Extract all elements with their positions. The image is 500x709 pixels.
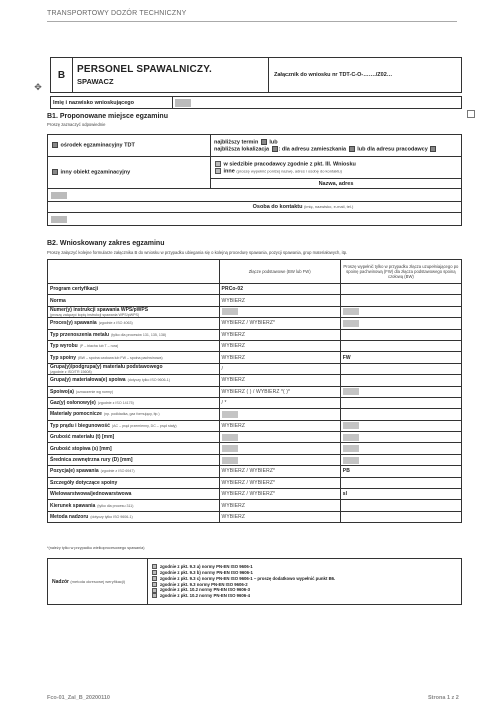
scope-value-text[interactable]: / * xyxy=(221,400,227,407)
scope-label-note: (oznaczenie wg normy) xyxy=(75,389,114,394)
supervision-checkbox[interactable] xyxy=(152,570,157,575)
scope-value-text[interactable]: WYBIERZ xyxy=(221,354,246,361)
scope-value-butt[interactable] xyxy=(219,306,340,317)
scope-value-text[interactable]: WYBIERZ xyxy=(221,377,246,384)
scope-input[interactable] xyxy=(222,457,238,464)
scope-value-butt[interactable] xyxy=(219,511,340,522)
scope-value-text[interactable]: WYBIERZ xyxy=(221,422,246,429)
section-title: PERSONEL SPAWALNICZY. xyxy=(77,64,212,75)
footer-page: Strona 1 z 2 xyxy=(428,695,459,701)
scope-value-butt[interactable] xyxy=(219,489,340,500)
scope-value-text[interactable]: WYBIERZ xyxy=(221,502,246,509)
section-title-cell xyxy=(73,58,269,93)
other-center-option xyxy=(48,157,211,189)
scope-value-butt[interactable] xyxy=(219,500,340,511)
scope-input[interactable] xyxy=(343,422,359,429)
scope-value-butt[interactable] xyxy=(219,454,340,465)
scope-label-text: Pozycja(e) spawania xyxy=(50,468,99,475)
scope-value-text[interactable]: WYBIERZ / WYBIERZ* xyxy=(221,468,276,475)
other-center-details xyxy=(211,157,462,179)
scope-value-butt[interactable] xyxy=(219,432,340,443)
scope-value-text[interactable]: WYBIERZ / WYBIERZ* xyxy=(221,320,276,327)
scope-value-fillet[interactable] xyxy=(340,284,461,295)
scope-row-label xyxy=(48,409,220,420)
scope-row-label xyxy=(48,420,220,431)
scope-label-text: Typ wyrobu xyxy=(50,343,78,350)
contact-header xyxy=(48,202,462,213)
scope-value-fillet[interactable] xyxy=(340,295,461,306)
scope-row-label xyxy=(48,500,220,511)
scope-value-butt[interactable] xyxy=(219,420,340,431)
supervision-option-label: zgodnie z pkt. 9.3 a) normy PN-EN ISO 9606-1 xyxy=(160,564,253,570)
scope-value-fillet[interactable] xyxy=(340,432,461,443)
scope-row xyxy=(48,375,462,386)
scope-label-text: Szczegóły dotyczące spoiny xyxy=(50,479,118,486)
scope-value-butt[interactable] xyxy=(219,477,340,488)
scope-value-fillet[interactable] xyxy=(340,318,461,329)
supervision-checkbox[interactable] xyxy=(152,588,157,593)
scope-input[interactable] xyxy=(343,434,359,441)
scope-label-note: (zgodnie z ISO 6947) xyxy=(100,469,135,474)
scope-head-blank xyxy=(48,260,220,284)
supervision-checkbox[interactable] xyxy=(152,593,157,598)
scope-input[interactable] xyxy=(343,308,359,315)
scope-value-fillet[interactable] xyxy=(340,352,461,363)
scope-label-text: Numer(y) instrukcji spawania WPS/pWPS xyxy=(50,306,149,313)
other-note: (proszę wypełnić poniżej nazwę, adres i osobę do kontaktu) xyxy=(236,167,342,173)
scope-row xyxy=(48,443,462,454)
contact-note: (imię, nazwisko, e-mail, tel.) xyxy=(304,204,354,209)
scope-row-label xyxy=(48,363,220,374)
nearest-date-checkbox[interactable] xyxy=(261,139,267,145)
scope-label-note: (dotyczy tylko ISO 9606-1) xyxy=(90,515,133,519)
exam-location-table xyxy=(47,134,462,226)
employer-seat-checkbox[interactable] xyxy=(215,161,221,167)
scope-value-butt[interactable] xyxy=(219,318,340,329)
scope-label-note: (tylko dla procesów 131, 135, 138) xyxy=(111,332,167,337)
supervision-option-label: zgodnie z pkt. 10.2 normy PN-EN ISO 9606-3 xyxy=(160,587,251,593)
scope-label-text: Grubość materiału (t) [mm] xyxy=(50,434,115,441)
scope-value-fillet[interactable] xyxy=(340,375,461,386)
b1-heading: B1. Proponowane miejsce egzaminu xyxy=(47,113,168,120)
scope-value-fillet[interactable] xyxy=(340,454,461,465)
name-address-header xyxy=(211,179,462,189)
scope-row-label xyxy=(48,432,220,443)
scope-row-label xyxy=(48,443,220,454)
scope-value-butt[interactable] xyxy=(219,397,340,408)
scope-value-butt[interactable] xyxy=(219,329,340,340)
supervision-option-label: zgodnie z pkt. 9.3 c) normy PN-EN ISO 9606-1 – proszę dodatkowo wypełnić punkt B6. xyxy=(160,575,336,581)
scope-row-label xyxy=(48,352,220,363)
scope-label-note: (np. podkładka, gaz formujący, itp.) xyxy=(103,412,160,417)
scope-value-fillet[interactable] xyxy=(340,489,461,500)
scope-row-label xyxy=(48,454,220,465)
scope-row xyxy=(48,477,462,488)
scope-row xyxy=(48,432,462,443)
scope-value-text[interactable]: WYBIERZ xyxy=(221,514,246,520)
scope-value-fillet[interactable] xyxy=(340,306,461,317)
scope-value-butt[interactable] xyxy=(219,466,340,477)
scope-row-label xyxy=(48,284,220,295)
scope-row xyxy=(48,318,462,329)
scope-input[interactable] xyxy=(343,445,359,452)
contact-field xyxy=(48,213,462,226)
scope-value-butt[interactable] xyxy=(219,409,340,420)
scope-table xyxy=(47,259,462,523)
scope-row xyxy=(48,454,462,465)
scope-row-label xyxy=(48,511,220,522)
scope-input[interactable] xyxy=(222,308,238,315)
scope-value-text[interactable]: WYBIERZ / WYBIERZ* xyxy=(221,491,276,498)
scope-row xyxy=(48,329,462,340)
section-subtitle: SPAWACZ xyxy=(77,77,114,86)
scope-value-fillet[interactable] xyxy=(340,340,461,351)
scope-label-note: (zgodnie z ISO/TR 15608) xyxy=(50,369,92,374)
scope-label-text: Grupa(y) materiałowa(e) spoiwa xyxy=(50,377,126,384)
scope-row xyxy=(48,397,462,408)
scope-value-fillet[interactable] xyxy=(340,420,461,431)
supervision-options xyxy=(148,559,462,605)
name-address-field xyxy=(48,189,462,202)
scope-row xyxy=(48,352,462,363)
scope-row xyxy=(48,420,462,431)
attachment-reference: Załącznik do wniosku nr TDT-C-O-……./Z02… xyxy=(269,58,462,93)
scope-label-note: (tylko dla procesu 311) xyxy=(97,503,134,508)
scope-row xyxy=(48,295,462,306)
employer-seat-label: w siedzibie pracodawcy zgodnie z pkt. III. Wniosku xyxy=(223,161,356,168)
supervision-checkbox[interactable] xyxy=(152,576,157,581)
b2-footnote: *(należy tylko w przypadku wielkoprocesowego spawania) xyxy=(47,546,145,550)
scope-input[interactable] xyxy=(222,434,238,441)
scope-row xyxy=(48,409,462,420)
scope-label-text: Norma xyxy=(50,297,66,304)
scope-row xyxy=(48,500,462,511)
scope-value-butt[interactable] xyxy=(219,443,340,454)
or-label: lub xyxy=(269,139,278,146)
scope-value-butt[interactable] xyxy=(219,352,340,363)
scope-label-text: Program certyfikacji xyxy=(50,286,99,293)
scope-value-text[interactable]: PB xyxy=(342,468,350,475)
supervision-option-label: zgodnie z pkt. 9.3 normy PN-EN ISO 9606-2 xyxy=(160,581,248,587)
scope-row-label xyxy=(48,466,220,477)
scope-row-label xyxy=(48,386,220,397)
scope-row xyxy=(48,340,462,351)
corner-checkbox[interactable] xyxy=(467,110,475,118)
employer-address-label: lub dla adresu pracodawcy xyxy=(357,145,428,152)
supervision-label: Nadzór xyxy=(52,578,69,585)
scope-value-text[interactable]: WYBIERZ xyxy=(221,297,246,304)
scope-row-label xyxy=(48,375,220,386)
scope-label-note: (BW – spoina czołowa lub FW – spoina pachwinowa) xyxy=(78,355,163,360)
tdt-center-checkbox[interactable] xyxy=(52,142,58,148)
scope-value-fillet[interactable] xyxy=(340,363,461,374)
scope-row-label xyxy=(48,329,220,340)
scope-label-text: Typ spoiny xyxy=(50,354,77,361)
scope-label-text: Typ prądu i biegunowość xyxy=(50,422,110,429)
scope-label-text: Materiały pomocnicze xyxy=(50,411,102,418)
scope-input[interactable] xyxy=(222,411,238,418)
name-address-input[interactable] xyxy=(51,192,67,199)
scope-input[interactable] xyxy=(222,445,238,452)
header-org: TRANSPORTOWY DOZÓR TECHNICZNY xyxy=(47,10,187,17)
applicant-name-input[interactable] xyxy=(175,99,191,107)
employer-address-checkbox[interactable] xyxy=(430,146,436,152)
scope-value-fillet[interactable] xyxy=(340,511,461,522)
supervision-checkbox[interactable] xyxy=(152,564,157,569)
scope-label-text: Grubość stopiwa (s) [mm] xyxy=(50,445,112,452)
supervision-option xyxy=(151,593,458,599)
supervision-label-cell xyxy=(48,559,148,605)
other-label: inne xyxy=(223,167,235,174)
applicant-field-cell xyxy=(173,97,462,109)
supervision-table xyxy=(47,558,462,605)
scope-label-text: Grupa(y)/podgrupa(y) materiału podstawowego xyxy=(50,363,163,370)
scope-value-text[interactable]: FW xyxy=(342,354,351,361)
scope-label-note: (zgodnie z ISO 14175) xyxy=(97,401,134,406)
scope-label-note: (zgodnie z ISO 4063) xyxy=(98,321,133,326)
scope-value-text[interactable]: PRCo-02 xyxy=(221,286,244,293)
scope-label-note: (proszę załączyć kopię instrukcji spawania WPS/pWPS) xyxy=(50,312,140,317)
scope-value-fillet[interactable] xyxy=(340,409,461,420)
nearest-location-label: najbliższa lokalizacja xyxy=(214,145,270,152)
scope-value-butt[interactable] xyxy=(219,295,340,306)
scope-value-fillet[interactable] xyxy=(340,466,461,477)
scope-row-label xyxy=(48,306,220,317)
scope-input[interactable] xyxy=(343,320,359,327)
scope-row xyxy=(48,306,462,317)
supervision-option-label: zgodnie z pkt. 10.2 normy PN-EN ISO 9606-4 xyxy=(160,593,251,599)
scope-label-note: (P – blacha lub T – rura) xyxy=(79,344,119,349)
scope-row xyxy=(48,489,462,500)
home-address-checkbox[interactable] xyxy=(349,146,355,152)
section-b-header xyxy=(50,57,462,93)
applicant-label: Imię i nazwisko wnioskującego xyxy=(51,97,173,109)
tdt-center-label: ośrodek egzaminacyjny TDT xyxy=(60,142,135,149)
scope-value-text[interactable]: WYBIERZ / WYBIERZ* xyxy=(221,479,276,486)
scope-label-text: Metoda nadzoru xyxy=(50,514,89,520)
scope-label-text: Spoiwo(a) xyxy=(50,388,74,395)
scope-input[interactable] xyxy=(343,457,359,464)
tdt-center-option xyxy=(48,135,211,157)
scope-value-text[interactable]: WYBIERZ xyxy=(221,343,246,350)
b1-note: Proszę zaznaczyć odpowiednie xyxy=(47,122,106,127)
scope-row-label xyxy=(48,489,220,500)
supervision-option-label: zgodnie z pkt. 9.3 b) normy PN-EN ISO 9606-1 xyxy=(160,569,253,575)
b2-heading: B2. Wnioskowany zakres egzaminu xyxy=(47,240,165,247)
scope-row xyxy=(48,284,462,295)
scope-value-text[interactable]: WYBIERZ xyxy=(221,331,246,338)
home-address-label: : dla adresu zamieszkania xyxy=(278,145,347,152)
scope-label-text: Typ przenoszenia metalu xyxy=(50,331,110,338)
scope-row-label xyxy=(48,318,220,329)
scope-value-fillet[interactable] xyxy=(340,443,461,454)
scope-row xyxy=(48,363,462,374)
scope-row-label xyxy=(48,340,220,351)
scope-value-butt[interactable] xyxy=(219,375,340,386)
nearest-date-label: najbliższy termin xyxy=(214,139,259,146)
scope-row xyxy=(48,466,462,477)
col-fillet-header: Proszę wypełnić tylko w przypadku złącza uzupełniającego po spoinę pachwinową (FW) dla złącza podstawowego spoiną czołową (BW) xyxy=(340,260,461,284)
supervision-note: (metoda okresowej weryfikacji) xyxy=(70,578,126,584)
header-rule xyxy=(47,21,457,22)
section-letter: B xyxy=(51,58,73,93)
contact-label: Osoba do kontaktu xyxy=(252,204,303,210)
name-address-label: Nazwa, adres xyxy=(318,180,354,187)
scope-value-fillet[interactable] xyxy=(340,477,461,488)
scope-label-text: Wielowarstwowa/jednowarstwowa xyxy=(50,491,132,498)
scope-label-text: Gaz(y) osłonowy(e) xyxy=(50,400,96,407)
scope-value-butt[interactable] xyxy=(219,363,340,374)
scope-label-note: (dotyczy tylko ISO 9606-1) xyxy=(127,378,170,383)
scope-value-butt[interactable] xyxy=(219,340,340,351)
supervision-checkbox[interactable] xyxy=(152,582,157,587)
scope-row xyxy=(48,511,462,522)
scope-input[interactable] xyxy=(343,388,359,395)
scope-label-text: Kierunek spawania xyxy=(50,502,96,509)
scope-value-fillet[interactable] xyxy=(340,500,461,511)
col-butt-header: Złącze podstawowe (BW lub FW) xyxy=(219,260,340,284)
other-center-checkbox[interactable] xyxy=(52,169,58,175)
b2-note: Proszę załączyć kolejne formularze załącznika B do wniosku w przypadku ubiegania się o kolejną procedurę spawania, pozycji spawania, grup materiałowych, itp. xyxy=(47,250,348,255)
tdt-center-details xyxy=(211,135,462,157)
scope-row-label xyxy=(48,477,220,488)
scope-row-label xyxy=(48,295,220,306)
contact-input[interactable] xyxy=(51,216,67,223)
scope-value-butt[interactable] xyxy=(219,284,340,295)
scope-value-text[interactable]: sl xyxy=(342,491,348,498)
scope-label-text: Proces(y) spawania xyxy=(50,320,97,327)
scope-value-text[interactable]: / xyxy=(221,365,224,372)
nearest-location-checkbox[interactable] xyxy=(272,146,278,152)
scope-value-fillet[interactable] xyxy=(340,386,461,397)
footer-code: Fco-01_Zal_B_20200110 xyxy=(47,695,110,701)
scope-row xyxy=(48,386,462,397)
other-center-label: inny obiekt egzaminacyjny xyxy=(60,169,131,176)
scope-label-note: (AC – prąd przemienny, DC – prąd stały) xyxy=(111,423,177,428)
scope-label-text: Średnica zewnętrzna rury (D) [mm] xyxy=(50,457,133,464)
other-checkbox[interactable] xyxy=(215,168,221,174)
applicant-row xyxy=(50,96,462,109)
scope-value-text[interactable]: WYBIERZ ( ) / WYBIERZ *( )* xyxy=(221,388,291,395)
move-handle-icon[interactable]: ✥ xyxy=(34,82,42,92)
scope-value-fillet[interactable] xyxy=(340,397,461,408)
scope-row-label xyxy=(48,397,220,408)
scope-value-butt[interactable] xyxy=(219,386,340,397)
scope-value-fillet[interactable] xyxy=(340,329,461,340)
